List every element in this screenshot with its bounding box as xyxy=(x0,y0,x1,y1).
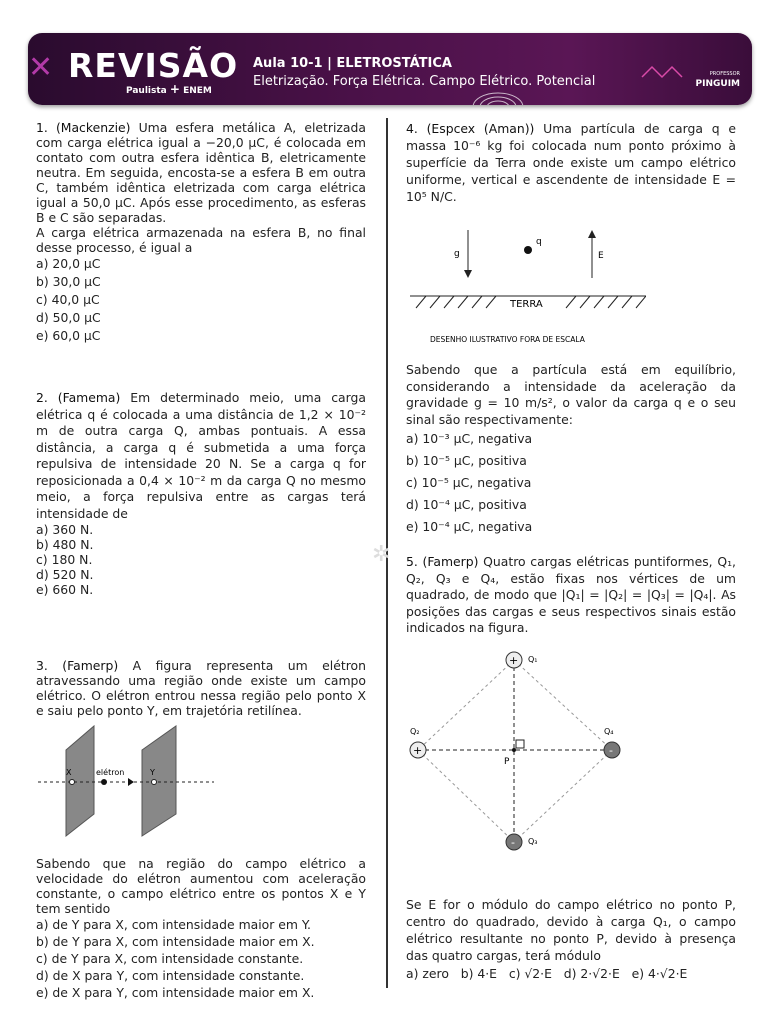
q5-right-angle-icon xyxy=(516,740,524,748)
q4-option-e[interactable]: e) 10⁻⁴ μC, negativa xyxy=(406,519,533,534)
q5-figure xyxy=(406,646,636,854)
q1-option-e[interactable]: e) 60,0 μC xyxy=(36,328,101,343)
q2-source: (Famema) xyxy=(57,390,121,405)
watermark-icon: ✲ xyxy=(372,542,391,567)
q3-option-e[interactable]: e) de X para Y, com intensidade maior em X. xyxy=(36,985,315,1000)
q3-label-y: Y xyxy=(150,768,155,777)
q1-source: (Mackenzie) xyxy=(55,120,131,135)
q2-option-b[interactable]: b) 480 N. xyxy=(36,537,94,552)
q5-options[interactable]: a) zero b) 4·E c) √2·E d) 2·√2·E e) 4·√2·E xyxy=(406,966,688,981)
q3-text-after: Sabendo que na região do campo elétrico a velocidade do elétron aumentou com aceleração constante, o campo elétrico entre os pontos X e Y tem sentido xyxy=(36,856,366,916)
q3-plate-right xyxy=(142,726,176,836)
q4-options xyxy=(406,428,736,538)
q2-number: 2. xyxy=(36,390,48,405)
q4-q-label: q xyxy=(536,237,542,247)
q1-text-b: A carga elétrica armazenada na esfera B, no final desse processo, é igual a xyxy=(36,225,366,255)
q2-option-a[interactable]: a) 360 N. xyxy=(36,522,94,537)
q2-option-c[interactable]: c) 180 N. xyxy=(36,552,93,567)
question-4-rest xyxy=(406,362,736,538)
wave-decoration-icon xyxy=(468,91,528,105)
brand-subtitle xyxy=(126,82,212,96)
logo-name: PINGUIM xyxy=(695,79,740,89)
q5-q3-sign: - xyxy=(511,836,515,849)
q5-number: 5. xyxy=(406,554,418,569)
q3-option-b[interactable]: b) de Y para X, com intensidade maior em X. xyxy=(36,934,315,949)
q1-text-a: Uma esfera metálica A, eletrizada com carga elétrica igual a −20,0 μC, é colocada em contato com outra esfera idêntica B, eletricamente neutra. Em seguida, encosta-se a esfera B em outra C, também idêntica eletrizada com carga elétrica igual a 50,0 μC. Após esse procedimento, as esferas B e C são separadas. xyxy=(36,120,366,225)
q1-option-c[interactable]: c) 40,0 μC xyxy=(36,292,100,307)
q5-q4-sign: - xyxy=(609,744,613,757)
q4-text: Uma partícula de carga q e massa 10⁻⁶ kg foi colocada num ponto próximo à superfície da Terra onde existe um campo elétrico uniforme, vertical e ascendente de intensidade E = 10⁵ N/C. xyxy=(406,121,736,204)
q3-point-x xyxy=(70,780,75,785)
question-5-rest xyxy=(406,896,736,984)
q4-option-c[interactable]: c) 10⁻⁵ μC, negativa xyxy=(406,475,532,490)
brand-sub-plus: + xyxy=(169,82,180,96)
q1-option-d[interactable]: d) 50,0 μC xyxy=(36,310,101,325)
q4-text-after: Sabendo que a partícula está em equilíbrio, considerando a intensidade da aceleração da gravidade g = 10 m/s², o valor da carga q e o seu sinal são respectivamente: xyxy=(406,362,736,427)
q3-option-a[interactable]: a) de Y para X, com intensidade maior em Y. xyxy=(36,917,311,932)
question-5 xyxy=(406,554,736,637)
q4-option-d[interactable]: d) 10⁻⁴ μC, positiva xyxy=(406,497,527,512)
q3-figure xyxy=(36,720,216,838)
question-3-rest xyxy=(36,856,366,1001)
q3-label-x: X xyxy=(66,768,72,777)
logo-pinguim xyxy=(696,69,740,89)
question-1 xyxy=(36,120,366,345)
q4-option-b[interactable]: b) 10⁻⁵ μC, positiva xyxy=(406,453,527,468)
diamond-decoration-icon xyxy=(640,63,684,79)
q5-label-p: P xyxy=(504,757,510,767)
q4-source: (Espcex (Aman)) xyxy=(426,121,535,136)
aula-title: Aula 10-1 | ELETROSTÁTICA xyxy=(253,56,452,71)
q1-option-a[interactable]: a) 20,0 μC xyxy=(36,256,101,271)
aula-subtitle: Eletrização. Força Elétrica. Campo Elétrico. Potencial xyxy=(253,74,596,89)
brand-sub-left: Paulista xyxy=(126,86,167,96)
q3-number: 3. xyxy=(36,658,48,673)
q5-source: (Famerp) xyxy=(422,554,479,569)
q3-option-d[interactable]: d) de X para Y, com intensidade constante. xyxy=(36,968,305,983)
q4-caption: DESENHO ILUSTRATIVO FORA DE ESCALA xyxy=(430,335,585,344)
q2-options xyxy=(36,522,366,597)
question-3 xyxy=(36,658,366,718)
q5-q1-sign: + xyxy=(509,654,519,667)
q3-point-y xyxy=(152,780,157,785)
q2-option-e[interactable]: e) 660 N. xyxy=(36,582,94,597)
q2-option-d[interactable]: d) 520 N. xyxy=(36,567,94,582)
q5-label-q2: Q₂ xyxy=(410,727,420,736)
question-4 xyxy=(406,120,736,205)
q5-point-p xyxy=(512,748,516,752)
q3-source: (Famerp) xyxy=(62,658,119,673)
brand-title: REVISÃO xyxy=(68,46,239,85)
q3-arrow-icon xyxy=(128,778,134,786)
question-2 xyxy=(36,390,366,597)
brand-sub-right: ENEM xyxy=(183,86,212,96)
q1-number: 1. xyxy=(36,120,48,135)
q5-label-q4: Q₄ xyxy=(604,727,614,736)
q4-g-label: g xyxy=(454,249,460,259)
q4-option-a[interactable]: a) 10⁻³ μC, negativa xyxy=(406,431,533,446)
q1-options xyxy=(36,255,366,345)
q5-text-after: Se E for o módulo do campo elétrico no ponto P, centro do quadrado, devido à carga Q₁, o campo elétrico resultante no ponto P, devido à presença das quatro cargas, terá módulo xyxy=(406,897,736,963)
q3-options xyxy=(36,916,366,1001)
q4-particle xyxy=(524,246,532,254)
q4-e-label: E xyxy=(598,251,604,261)
q4-number: 4. xyxy=(406,121,418,136)
logo-small-text: PROFESSOR xyxy=(709,71,740,77)
q1-option-b[interactable]: b) 30,0 μC xyxy=(36,274,101,289)
q5-text: Quatro cargas elétricas puntiformes, Q₁, Q₂, Q₃ e Q₄, estão fixas nos vértices de um quadrado, de modo que |Q₁| = |Q₂| = |Q₃| = |Q₄|. As posições das cargas e seus respectivos sinais estão indicados na figura. xyxy=(406,554,736,635)
header-banner xyxy=(28,33,752,105)
q3-label-electron: elétron xyxy=(96,768,125,777)
q3-text: A figura representa um elétron atravessando uma região onde existe um campo elétrico. O elétron entrou nessa região pelo ponto X e saiu pelo ponto Y, em trajetória retilínea. xyxy=(36,658,366,718)
q3-electron xyxy=(101,779,107,785)
q3-option-c[interactable]: c) de Y para X, com intensidade constante. xyxy=(36,951,304,966)
q5-label-q3: Q₃ xyxy=(528,837,538,846)
q5-label-q1: Q₁ xyxy=(528,655,538,664)
q4-figure xyxy=(406,222,646,346)
q4-g-arrow-icon xyxy=(464,270,472,278)
q4-terra-label: TERRA xyxy=(510,299,543,310)
q5-q2-sign: + xyxy=(413,744,423,757)
x-mark-icon: ✕ xyxy=(28,50,54,85)
q4-e-arrow-icon xyxy=(588,230,596,238)
q2-text: Em determinado meio, uma carga elétrica q é colocada a uma distância de 1,2 × 10⁻² m de outra carga Q, ambas pontuais. A essa distância, a carga q é submetida a uma força repulsiva de intensidade 20 N. Se a carga q for reposicionada a 0,4 × 10⁻² m da carga Q no mesmo meio, a força repulsiva entre as cargas terá intensidade de xyxy=(36,390,366,521)
